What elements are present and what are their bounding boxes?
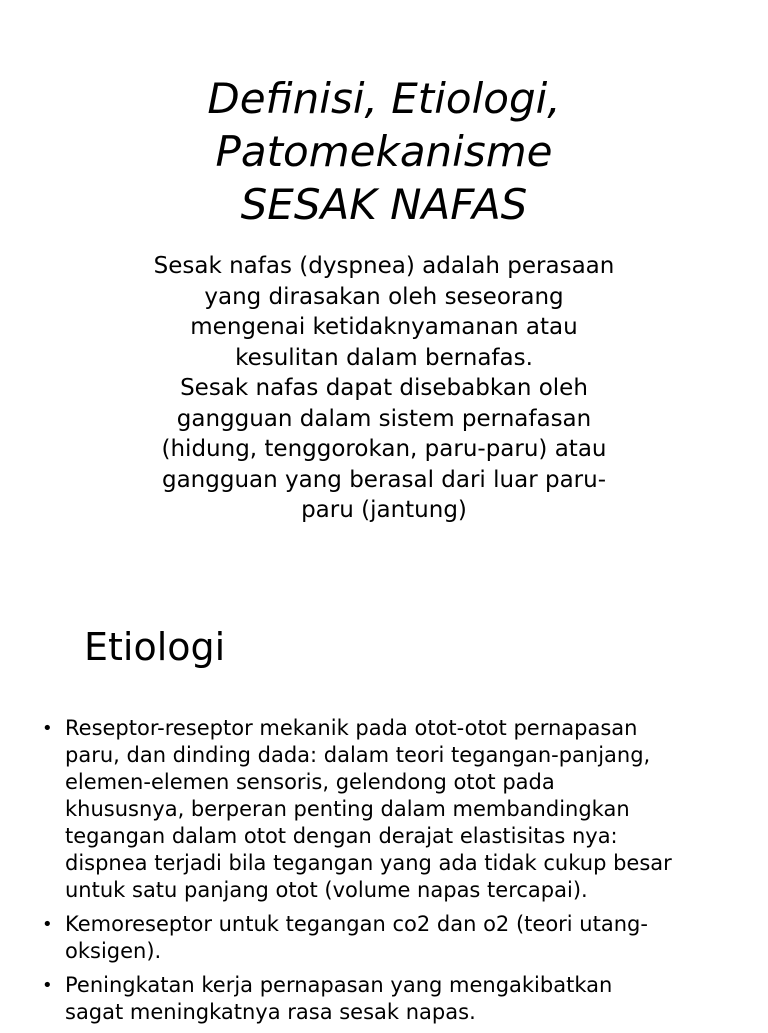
slide-etiologi bbox=[0, 540, 768, 1024]
bullet-line: Peningkatan kerja pernapasan yang mengakibatkan bbox=[65, 973, 613, 997]
definition-line: gangguan dalam sistem pernafasan bbox=[176, 405, 592, 432]
bullet-line: oksigen). bbox=[65, 939, 162, 963]
bullet-line: khususnya, berperan penting dalam membandingkan bbox=[65, 797, 630, 821]
definition-line: paru (jantung) bbox=[301, 497, 467, 523]
definition-line: kesulitan dalam bernafas. bbox=[235, 344, 533, 371]
definition-line: mengenai ketidaknyamanan atau bbox=[190, 314, 578, 340]
definition-line: Sesak nafas (dyspnea) adalah perasaan bbox=[153, 253, 615, 279]
definition-line: Sesak nafas dapat disebabkan oleh bbox=[180, 375, 588, 401]
bullet-line: Reseptor-reseptor mekanik pada otot-otot pernapasan bbox=[65, 716, 638, 740]
title-line-2: Patomekanisme bbox=[215, 127, 553, 176]
definition-line: gangguan yang berasal dari luar paru- bbox=[161, 466, 606, 493]
bullet-line: dispnea terjadi bila tegangan yang ada tidak cukup besar bbox=[65, 851, 672, 875]
bullet-icon: • bbox=[42, 975, 53, 996]
bullet-item bbox=[42, 911, 742, 965]
bullet-line: Kemoreseptor untuk tegangan co2 dan o2 (teori utang- bbox=[65, 912, 648, 936]
bullet-line: tegangan dalam otot dengan derajat elastisitas nya: bbox=[65, 824, 618, 848]
title-line-1: Definisi, Etiologi, bbox=[207, 74, 561, 123]
bullet-line: elemen-elemen sensoris, gelendong otot pada bbox=[65, 770, 555, 794]
bullet-icon: • bbox=[42, 914, 53, 935]
title-line-3: SESAK NAFAS bbox=[240, 180, 528, 229]
bullet-item bbox=[42, 715, 742, 904]
definition-line: yang dirasakan oleh seseorang bbox=[204, 283, 564, 310]
bullet-item bbox=[42, 972, 742, 1026]
bullet-icon: • bbox=[42, 718, 53, 739]
bullet-line: sagat meningkatnya rasa sesak napas. bbox=[65, 1000, 476, 1024]
section-heading: Etiologi bbox=[84, 625, 226, 669]
bullet-line: untuk satu panjang otot (volume napas tercapai). bbox=[65, 878, 588, 902]
definition-text bbox=[104, 251, 664, 526]
definition-line: (hidung, tenggorokan, paru-paru) atau bbox=[161, 436, 607, 462]
bullet-list bbox=[42, 715, 742, 1033]
bullet-line: paru, dan dinding dada: dalam teori tegangan-panjang, bbox=[65, 743, 651, 767]
slide-title bbox=[84, 72, 684, 231]
